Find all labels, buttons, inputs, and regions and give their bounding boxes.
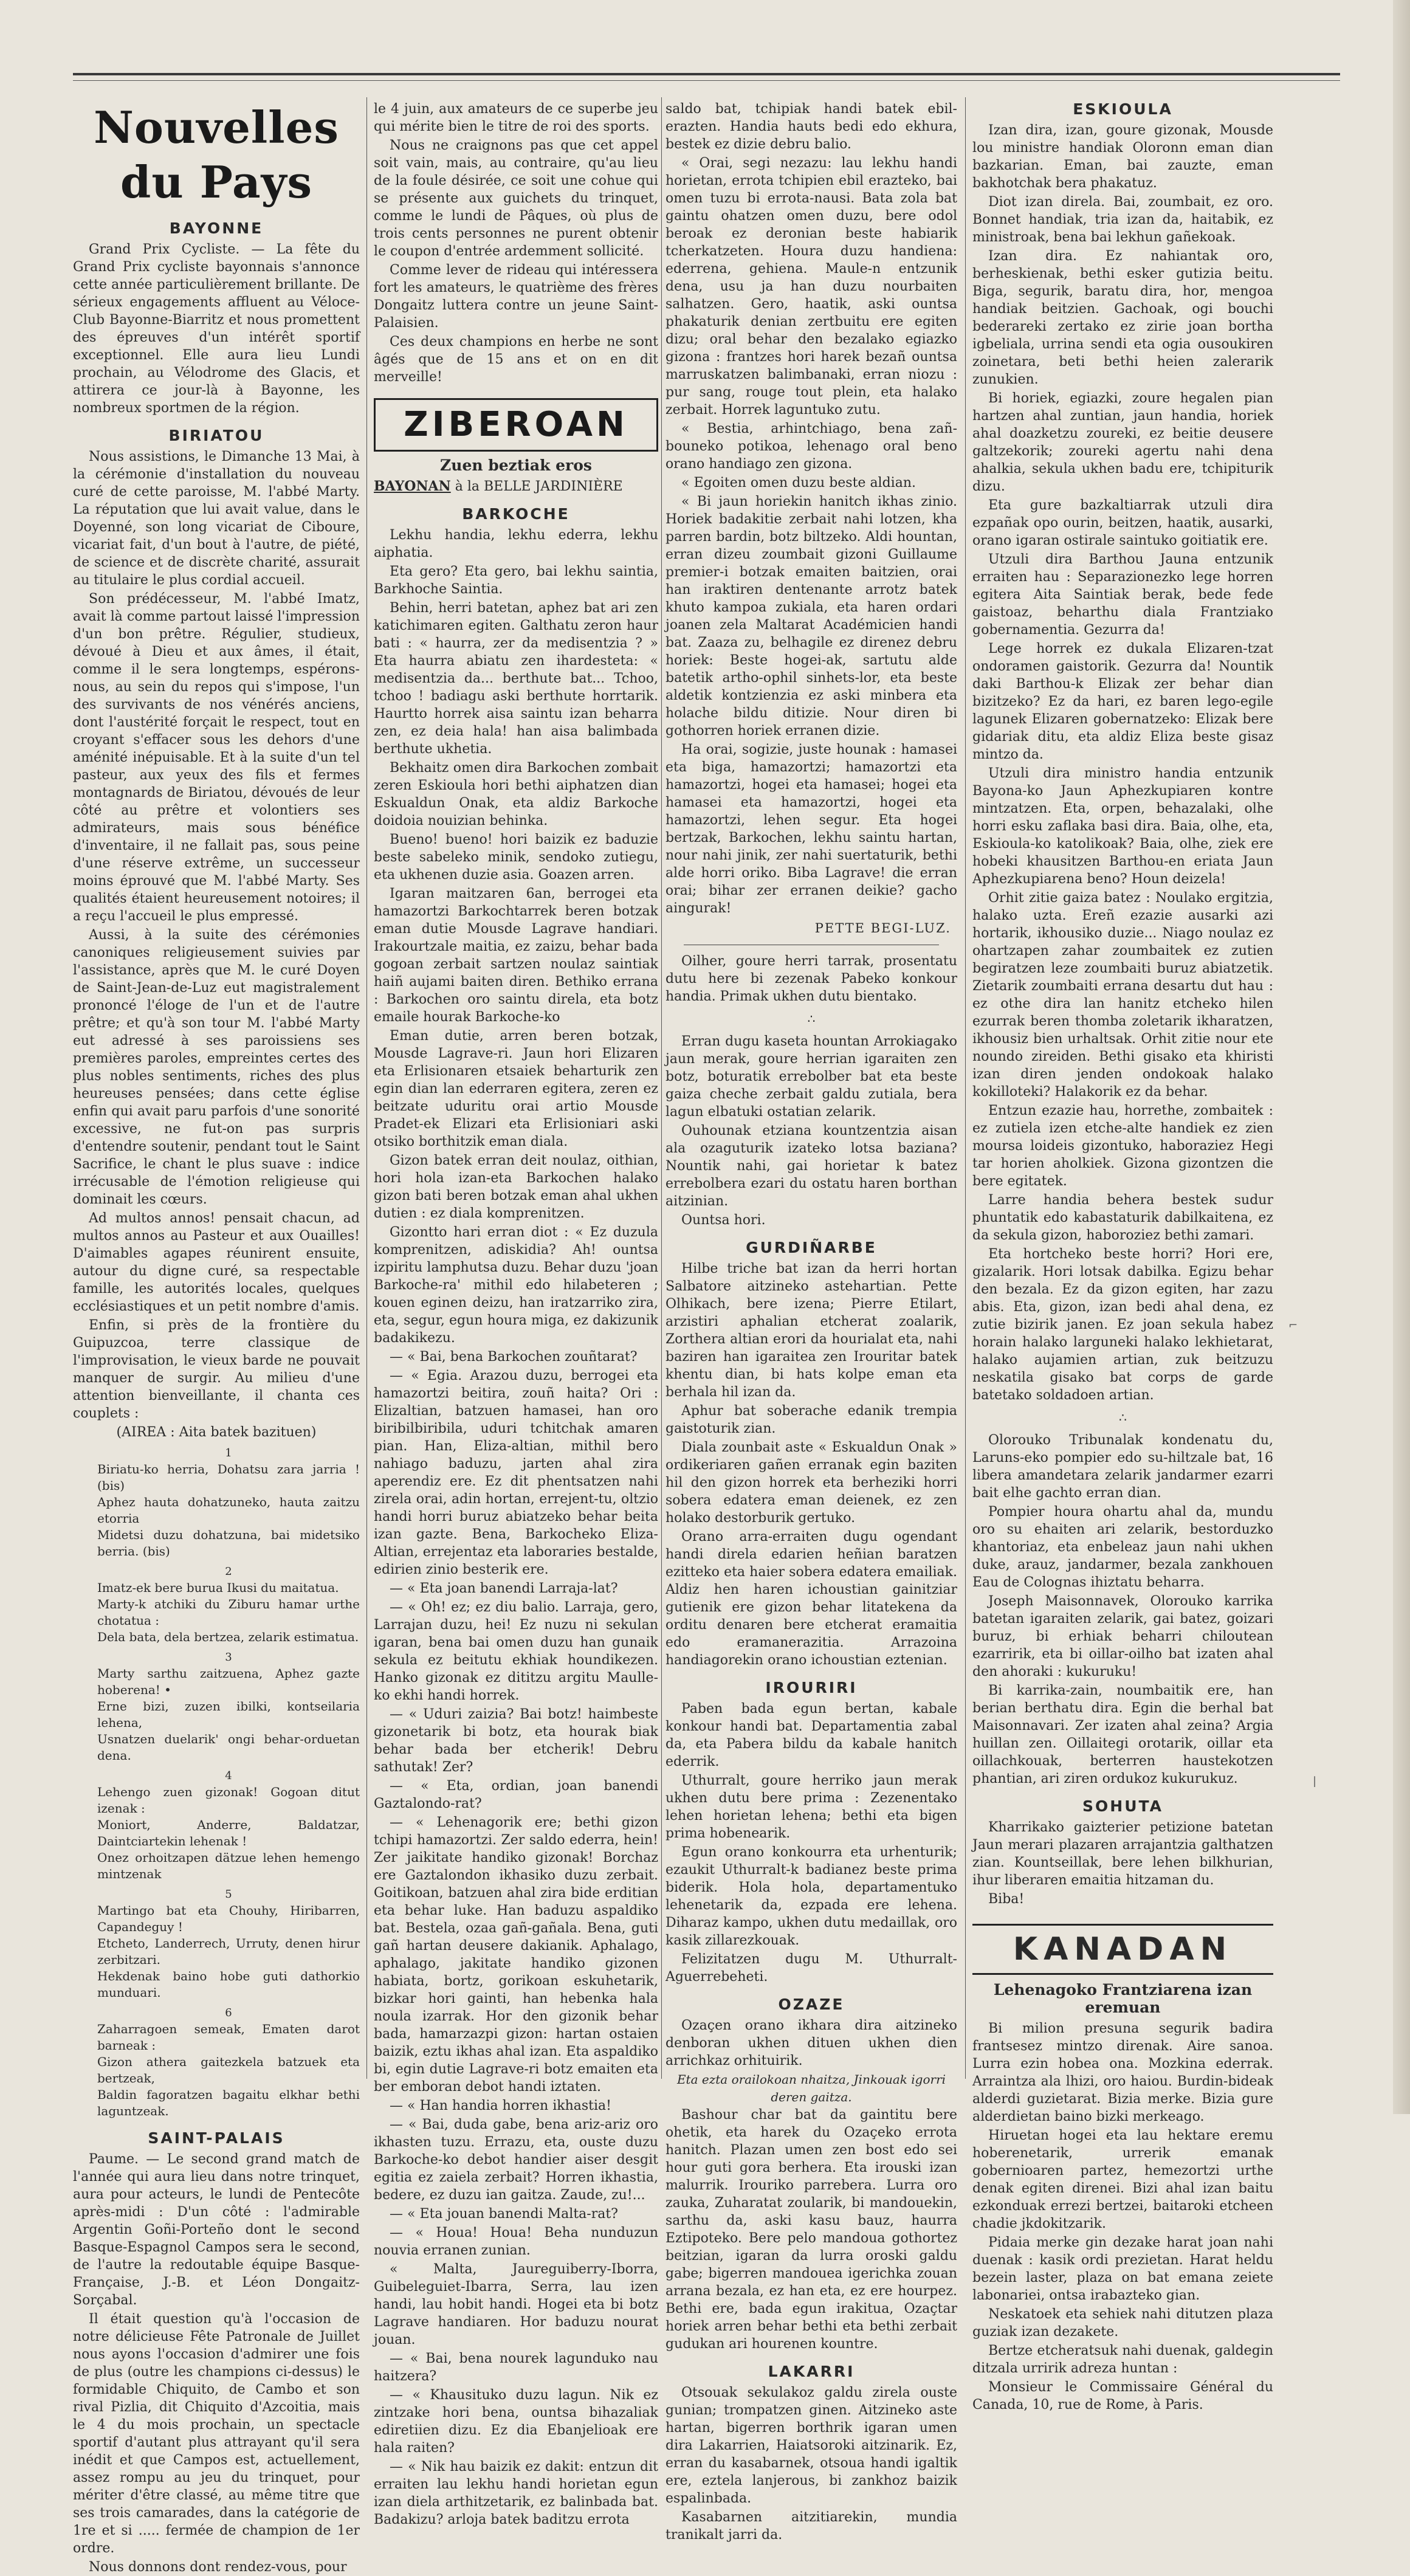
article-paragraph: Utzuli dira ministro handia entzunik Bayona-ko Jaun Aphezkupiaren kontre mintzatzen. Eta, orpen, behazalaki, olhe horri esku zaflaka basi dira. Baia, olhe, eta, Eskioula-ko katolikoak? Baia, olhe, ziek ere hobeki khausitzen Barthou-en eriata Jaun Aphezkupiarena beno? Houn deizela! — [972, 766, 1273, 887]
verse-line: Zaharragoen semeak, Ematen darot barneak : — [97, 2022, 360, 2053]
section-heading-biriatou: BIRIATOU — [168, 427, 264, 444]
article-paragraph: Diot izan direla. Bai, zoumbait, ez oro. Bonnet handiak, tria izan da, haitabik, ez ministroak, bena bai lekhun gañekoak. — [972, 195, 1273, 245]
article-paragraph: Entzun ezazie hau, horrethe, zombaitek : ez zutiela izen etche-alte handiek ez zien moursa loideis gizontuko, haboraziez Hegi tar horien aholkiek. Gizona gizontzen die bere egitatek. — [972, 1103, 1273, 1189]
article-paragraph: Orano arra-erraiten dugu ogendant handi direla edarien heñian baratzen ezitteko eta haier sobera edatera emailiak. Aldiz hen haren ichoustian gainitziar gutienik ere gizon behar litatekena da orditu denaren bere etcherat eramaitia edo eramanerazitia. Arrazoina handiagorekin orano ichoustian eztenian. — [665, 1529, 957, 1668]
article-paragraph: Gizontto hari erran diot : « Ez duzula komprenitzen, adiskidia? Ah! ountsa izpiritu lamphutsa duzu. Behar duzu 'joan Barkoche-ra' mithil edo hilabeteren ; kouen eginen deizu, han iratzarriko zira, eta, segur, egun houra miga, ez dakizunik badakikezu. — [374, 1225, 658, 1346]
verse-line: Etcheto, Landerrech, Urruty, denen hirur zerbitzari. — [97, 1936, 360, 1967]
article-paragraph: — « Bai, bena nourek lagunduko nau haitzera? — [374, 2351, 658, 2384]
article-paragraph: Joseph Maisonnavek, Olorouko karrika batetan igaraiten zelarik, gai batez, goizari buruz, bi erhiak beharri chiloutean ezarririk, eta bi oillar-oilho bat izaten ahal den ahoraki : kukuruku! — [972, 1594, 1273, 1679]
article-paragraph: Gizon batek erran deit noulaz, oithian, hori hola izan-eta Barkochen halako gizon bati beren botzak eman ahal ukhen dutien : ez diala komprenitzen. — [374, 1153, 658, 1221]
article-paragraph: Grand Prix Cycliste. — La fête du Grand Prix cycliste bayonnais s'annonce cette année particulièrement brillante. De sérieux engagements affluent au Véloce-Club Bayonne-Biarritz et nous promettent des épreuves d'un intérêt sportif exceptionnel. Elle aura lieu Lundi prochain, au Vélodrome des Glacis, et attirera ce jour-là à Bayonne, les nombreux sportmen de la région. — [73, 242, 360, 416]
section-heading-barkoche: BARKOCHE — [462, 505, 570, 523]
article-paragraph: Hilbe triche bat izan da herri hortan Salbatore aitzineko astehartian. Pette Olhikach, bere izena; Pierre Etilart, arzistiri aphalian etcherat zoalarik, Zorthera altian erori da hourialat eta, nahi baziren han igaraitea zen Irouritar batek khentu dian, bi hats kolpe eman eta berhala hil izan da. — [665, 1261, 957, 1400]
section-heading-ozaze: OZAZE — [778, 1996, 845, 2013]
ad-shop-name: à la BELLE JARDINIÈRE — [455, 479, 623, 494]
article-paragraph: Monsieur le Commissaire Général du Canada, 10, rue de Rome, à Paris. — [972, 2380, 1273, 2412]
column-divider — [366, 97, 367, 2079]
article-paragraph: Lege horrek ez dukala Elizaren-tzat ondoramen gaistorik. Gezurra da! Nountik daki Barthou-k Elizak zer behar dian bizitzeko? Ez da hari, ez baren lego-egile lagunek Elizaren gobernatzeko: Elizak bere gidariak ditu, eta aldiz Eliza beste gisaz mintzo da. — [972, 641, 1273, 762]
section-heading-lakarri: LAKARRI — [768, 2363, 855, 2380]
column-divider — [661, 97, 662, 2079]
article-paragraph: Enfin, si près de la frontière du Guipuzcoa, terre classique de l'improvisation, le vieux barde ne pouvait manquer de surgir. Au milieu d'une attention bienveillante, il chanta ces couplets : — [73, 1318, 360, 1421]
margin-mark: | — [1313, 1775, 1317, 1788]
song-verses — [97, 1445, 360, 2120]
section-heading-bayonne: BAYONNE — [169, 219, 264, 237]
verse-line: Midetsi duzu dohatzuna, bai midetsiko berria. (bis) — [97, 1527, 360, 1558]
article-paragraph: Bueno! bueno! hori baizik ez baduzie beste sabeleko minik, sendoko zutiegu, eta ukhenen duzie asia. Goazen arren. — [374, 832, 658, 883]
article-paragraph: Eta hortcheko beste horri? Hori ere, gizalarik. Hori lotsak dabilka. Egizu behar den bezala. Ez da gizon egiten, har zazu abis. Eta, gizon, izan bedi ahal dena, ez zutie bizirik janen. Ez joan sekula habez horain halako larguneki halako lekhietarat, halako aujamien artian, zuk beitzuzu neskatila gisako bat corps de garde batetako soldadoen artian. — [972, 1247, 1273, 1403]
article-paragraph: Aphur bat soberache edanik trempia gaistoturik zian. — [665, 1403, 957, 1436]
section-heading-gurdinarbe: GURDIÑARBE — [746, 1239, 877, 1256]
verse-line: Dela bata, dela bertzea, zelarik estimatua. — [97, 1630, 359, 1644]
article-paragraph: « Egoiten omen duzu beste aldian. — [681, 475, 916, 491]
kanada-title: KANADAN — [1013, 1931, 1233, 1968]
article-paragraph: — « Nik hau baizik ez dakit: entzun dit erraiten lau lekhu handi horietan egun izan diela arthitzetarik, ez balinbada bat. Badakizu? arloja batek baditzu errota — [374, 2459, 658, 2527]
section-heading-sohuta: SOHUTA — [1082, 1797, 1163, 1815]
article-paragraph: Neskatoek eta sehiek nahi ditutzen plaza guziak izan dezakete. — [972, 2307, 1273, 2340]
verse-number: 4 — [225, 1769, 232, 1782]
ziberoan-title: ZIBEROAN — [404, 405, 628, 444]
ziberoan-banner — [374, 398, 658, 452]
article-paragraph: — « Eta jouan banendi Malta-rat? — [390, 2206, 618, 2222]
article-paragraph: Olorouko Tribunalak kondenatu du, Laruns-eko pompier edo su-hiltzale bat, 16 libera amandetara zelarik jandarmer ezarri bait elhe gachto erran dian. — [972, 1433, 1273, 1501]
verse-line: Martingo bat eta Chouhy, Hiribarren, Capandeguy ! — [97, 1903, 360, 1934]
article-paragraph: Eta gure bazkaltiarrak utzuli dira ezpañak opo ourin, beitzen, haatik, ausarki, orano igaran ostirale saintuko goitiatik ere. — [972, 498, 1273, 548]
article-paragraph: Ountsa hori. — [681, 1213, 766, 1228]
article-paragraph: Izan dira, izan, goure gizonak, Mousde lou ministre handiak Oloronn eman dian bazkarian. Eman, bai zauzte, eman bakhotchak bera phakatuz. — [972, 123, 1273, 191]
article-paragraph: Son prédécesseur, M. l'abbé Imatz, avait là comme partout laissé l'impression d'un bon prêtre. Régulier, studieux, dévoué à Dieu et aux âmes, il était, comme il le sera longtemps, espérons-nous, au sein du repos qui s'impose, l'un des survivants de nos vénérés anciens, dont l'austérité forçait le respect, tout en croyant s'effacer sous les dehors d'une aménité inépuisable. Et à la suite d'un tel pasteur, aux yeux des fils et fermes montagnards de Biriatou, dévoués de leur côté au prêtre et volontiers ses admirateurs, mais sous bénéfice d'inventaire, il ne fallait pas, sous peine d'une réserve extrême, un successeur moins éprouvé que M. l'abbé Marty. Ses qualités étaient heureusement notoires; il a reçu l'accueil le plus empressé. — [73, 591, 360, 924]
article-paragraph: — « Egia. Arazou duzu, berrogei eta hamazortzi beitira, zouñ haita? Ori : Elizaltian, batzuen hamasei, han oro biribilbiribila, uduri tchitchak amaren pian. Han, Eliza-altian, mithil bero nahiago baduzu, jarten ahal zira aperendiz ere. Ez dit phentsatzen nahi zirela orai, adin hortan, errejent-tu, oltzio handi horri buruz abiatzeko behar beita izan gazte. Bena, Barkocheko Eliza-Altian, errejentaz eta laboraries bestalde, edirien zinio besterik ere. — [374, 1368, 658, 1577]
article-paragraph: Nous ne craignons pas que cet appel soit vain, mais, au contraire, qu'au lieu de la foule désirée, ce soit une cohue qui se présente aux guichets du trinquet, comme le lundi de Pâques, où plus de trois cents personnes ne purent obtenir le coupon d'entrée ardemment sollicité. — [374, 138, 658, 259]
column-3 — [665, 100, 957, 2543]
ad-shop-city: BAYONAN — [374, 478, 451, 494]
article-paragraph: — « Khausituko duzu lagun. Nik ez zintzake hori bena, ountsa bihazaliak ediretiien dizu. Ez dia Ebanjelioak ere hala raiten? — [374, 2388, 658, 2456]
kanada-banner — [972, 1924, 1273, 1975]
article-paragraph: Utzuli dira Barthou Jauna entzunik erraiten hau : Separazionezko lege horren egitera Aita Saintiak berak, bede fede gaistoaz, beharthu diala Frantziako gobernamentia. Gezurra da! — [972, 552, 1273, 638]
article-paragraph: « Malta, Jaureguiberry-Iborra, Guibeleguiet-Ibarra, Serra, lau izen handi, lau hobit handi. Hogei eta bi botz Lagrave handiaren. Hor baduzu nourat jouan. — [374, 2262, 658, 2347]
article-paragraph: Biba! — [988, 1892, 1025, 1907]
article-paragraph: Nous donnons dont rendez-vous, pour — [89, 2560, 347, 2575]
article-paragraph: Ouhounak etziana kountzentzia aisan ala ozaguturik izateko lotsa baziana? Nountik nahi, gai horietar k batez errebolbera ezari du ostatu haren borthan aitzinian. — [665, 1123, 957, 1209]
article-paragraph: Egun orano konkourra eta urhenturik; ezaukit Uthurralt-k badianez beste prima biderik. Hola hola, departamentuko lehenetarik da, ezpada ere lehena. Diharaz kampo, ukhen dutu medaillak, oro kasik zillarezkouak. — [665, 1845, 957, 1948]
verse-line: Marty-k atchiki du Ziburu hamar urthe chotatua : — [97, 1597, 360, 1628]
masthead: Nouvelles du Pays — [94, 102, 339, 208]
article-paragraph: le 4 juin, aux amateurs de ce superbe jeu qui mérite bien le titre de roi des sports. — [374, 102, 658, 134]
article-paragraph: Lekhu handia, lekhu ederra, lekhu aiphatia. — [374, 528, 658, 560]
article-paragraph: Hiruetan hogei eta lau hektare eremu hoberenetarik, urrerik emanak gobernioaren partez, hemezortzi urthe denak egiten direnei. Bizi ahal izan baitu ezkonduak errezi bertzei, baitaroki etcheen chadie jkdokitzarik. — [972, 2128, 1273, 2231]
verse-line: Aphez hauta dohatzuneko, hauta zaitzu etorria — [97, 1495, 360, 1526]
top-rule — [73, 73, 1340, 75]
article-paragraph: Paben bada egun bertan, kabale konkour handi bat. Departamentia zabal da, eta Pabera bildu da kabale hanitch ederrik. — [665, 1701, 957, 1769]
article-paragraph: — « Uduri zaizia? Bai botz! haimbeste gizonetarik bi botz, eta hourak biak behar bada ber etcherik! Debru sathutak! Zer? — [374, 1707, 658, 1775]
article-paragraph: Pompier houra ohartu ahal da, mundu oro su ehaiten ari zelarik, bestorduzko khantoriaz, eta enbeleaz jaun nahi ukhen duke, arauz, jandarmer, bezala zankhouen Eau de Colognas ihiztatu beharra. — [972, 1504, 1273, 1590]
verse-line: Usnatzen duelarik' ongi behar-orduetan dena. — [97, 1732, 360, 1763]
kanada-subtitle: Lehenagoko Frantziarena izan eremuan — [993, 1981, 1253, 2016]
verse-line: Erne bizi, zuzen ibilki, kontseilaria lehena, — [97, 1699, 360, 1730]
verse-line: Imatz-ek bere burua Ikusi du maitatua. — [97, 1580, 339, 1595]
article-paragraph: Felizitatzen dugu M. Uthurralt-Aguerrebeheti. — [665, 1952, 957, 1985]
article-paragraph: Ces deux champions en herbe ne sont âgés que de 15 ans et on en dit merveille! — [374, 334, 658, 385]
column-2 — [374, 100, 658, 2527]
verse-line: Biriatu-ko herria, Dohatsu zara jarria ! (bis) — [97, 1462, 360, 1493]
article-paragraph: — « Oh! ez; ez diu balio. Larraja, gero, Larrajan duzu, hei! Ez nuzu ni sekulan igaran, bena bai omen duzu han gunaik sekula ez beitutu ekhiak houndikezen. Hanko gizonak ez dititzu argitu Maulle-ko ekhi handi horrek. — [374, 1600, 658, 1703]
article-paragraph: Behin, herri batetan, aphez bat ari zen katichimaren egiten. Galthatu zeron haur bati : « haurra, zer da medisentzia ? » Eta haurra abiatu zen ihardesteta: « medisentzia da... berthute bat... Tchoo, tchoo ! badiagu aski berthute horrtarik. Haurtto horrek aisa saintu izan beharra zen, ez deia hala! han aisa balimbada berthute ukhetia. — [374, 601, 658, 757]
article-paragraph: — « Lehenagorik ere; bethi gizon tchipi hamazortzi. Zer saldo ederra, hein! Zer jaikitate handiko gizonak! Borchaz ere Gaztalondon ikhasiko duzu zerbait. Goitikoan, batzuen ahal zira bide erditian eta behar luke. Han baduzu aspaldiko bat. Bestela, ozaa gañ-gañala. Bena, guti gañ hartan deusere dakianik. Aphalago, aphalago, jakitate handiko gizonen habiata, bortz, gorikoan eskuhetarik, bizkar hori gainti, han hebenka hala noula izarrak. Hor den gizonik behar bada, hamarzazpi gizon: hartan ostaien baizik, eztu ikhas ahal izan. Eta aspaldiko bi, egin dutie Lagrave-ri botz emaiten eta ber emboran debot handi iztaten. — [374, 1815, 658, 2095]
article-paragraph: Bashour char bat da gaintitu bere ohetik, eta harek du Ozaçeko errota hanitch. Plazan umen zen bost edo sei hour guti gora berhera. Eta irouski izan malurrik. Irouriko parrebera. Lurra oro zauka, Zuharatat zoularik, bi mandouekin, sarthu da, aski kasu bauz, haurra Eztipoteko. Bere pelo mandoua gothortez beitzian, igaran da lurra oroski galdu gabe; bigerren mandouea igerichka zouan arrana bezala, ez han eta, ez ere hourpez. Bethi ere, bada egun irakitua, Ozaçtar horiek arren behar bethi eta bethi zerbait gudukan ari hourenen kountre. — [665, 2107, 957, 2352]
verse-line: Onez orhoitzapen dätzue lehen hemengo mintzenak — [97, 1850, 360, 1881]
verse-line: Lehengo zuen gizonak! Gogoan ditut izenak : — [97, 1785, 360, 1816]
article-paragraph: Eman dutie, arren beren botzak, Mousde Lagrave-ri. Jaun hori Elizaren eta Erlisionaren etsaiek beharturik zen egin dian lan ederraren egitera, zeren ez beitzate uduritu orai artio Mousde Pradet-ek Elizari eta Erlisioniari aski otsiko borthitzik eman diala. — [374, 1028, 658, 1149]
article-paragraph: Bi milion presuna segurik badira frantsesez mintzo direnak. Aire sanoa. Lurra ezin hobea ona. Mozkina ederrak. Arraintza ala lhizi, oro haiou. Burdin-bideak alderdi guzietarat. Bizia merke. Bizia gure alderdietan baino bizki merkeago. — [972, 2021, 1273, 2124]
article-paragraph: Ha orai, sogizie, juste hounak : hamasei eta biga, hamazortzi; hamazortzi eta hamazortzi, hogei eta hamasei; hogei eta hamasei eta hamazortzi, hogei eta hamazortzi, lehen segur. Eta hogei bertzak, Barkochen, lekhu saintu hartan, nour nahi jinik, zer nahi suertaturik, bethi alde horri oriko. Biba Lagrave! die erran orai; bihar zer erranen deikie? gacho aingurak! — [665, 742, 957, 916]
verse-line: Baldin fagoratzen bagaitu elkhar bethi laguntzeak. — [97, 2087, 360, 2118]
article-signature: PETTE BEGI-LUZ. — [814, 921, 951, 935]
ad-shop-line — [374, 478, 658, 495]
article-paragraph: « Bestia, arhintchiago, bena zañ-bouneko potikoa, lehenago oral beno orano handiago zen gizona. — [665, 421, 957, 472]
section-heading-saint-palais: SAINT-PALAIS — [148, 2129, 285, 2147]
song-air: (AIREA : Aita batek bazituen) — [116, 1425, 317, 1440]
article-paragraph: Aussi, à la suite des cérémonies canoniques religieusement suivies par l'assistance, après que M. le curé Doyen de Saint-Jean-de-Luz eut magistralement prononcé l'éloge de l'un et de l'autre prêtre; et qu'à son tour M. l'abbé Marty eut adressé à ses paroissiens ses premières paroles, empreintes certes des plus nobles sentiments, riches des plus heureuses pensées; dans cette église enfin qui avait paru parfois d'une sonorité excessive, ne fut-on pas surpris d'entendre soutenir, pendant tout le Saint Sacrifice, le chant le plus suave : indice irrécusable de l'émotion religieuse qui dominait les cœurs. — [73, 928, 360, 1207]
article-paragraph: « Bi jaun horiekin hanitch ikhas zinio. Horiek badakitie zerbait nahi lotzen, kha parren bardin, botz biltzeko. Aldi hountan, erran dizeu zoumbait gizoni Guillaume premier-i botzak emaiten baitzien, orai han iraktiren dentenante arrotz batek khuto kampoa zukiala, eta haren ordari joanen zela Maltarat Académicien handi bat. Zaaza zu, belhagile ez direnez debru horiek: Beste hogei-ak, sartutu alde batetik artho-ophil sinhets-lor, eta beste aldetik kontzienzia ez aski minbera eta holache bildu ditizie. Nour diren bi gothorren horiek erranen dizie. — [665, 494, 957, 739]
verse-number: 5 — [225, 1888, 232, 1901]
column-4 — [972, 100, 1273, 2412]
article-paragraph: « Orai, segi nezazu: lau lekhu handi horietan, errota tchipien ebil erazteko, bai omen tuzu bi errota-nausi. Bata zola bat gaintu ohatzen omen duzu, bere odol beroak ez deronian beste habiarik tcherkatzeten. Houra duzu handiena: ederrena, gehiena. Maule-n entzunik dena, usu ja han duzu nourbaiten salhatzen. Gero, haatik, aski ountsa phakaturik denian zertbuitu ere egiten dizu; oral behar den bezalako egiazko gizona : frantzes hori harek bezañ ountsa marruskatzen balimbanaki, erran niozu : pur sang, rouge tout plein, eta halako zerbait. Horrek laguntuko zutu. — [665, 156, 957, 418]
article-paragraph: Bi karrika-zain, noumbaitik ere, han berian berthatu dira. Egin die berhal bat Maisonnavari. Zer izaten ahal zeina? Argia huillan zen. Oillaitegi orotarik, oillar eta oillachkouak, berterren haustekotzen phantian, ari ziren ordukoz kukurukuz. — [972, 1683, 1273, 1786]
separator-dots: ∴ — [1119, 1410, 1127, 1425]
verse-number: 6 — [225, 2006, 232, 2019]
article-paragraph: Orhit zitie gaiza batez : Noulako ergitzia, halako uzta. Ereñ ezazie ausarki azi hortarik, ikhousiko duzie... Niago noulaz ez ohartzapen zahar zoumbaitek ez zutien begiratzen leze zoumbaiti buruz abiatzetik. Zietarik zoumbaiti errana desartu dut hau : ez othe dira lan hanitz etcheko hilen ezurrak beren thomba zoletarik ikharatzen, ikhousiz bien urhaltsak. Orhit zitie nour ete noundo zireiden. Bethi gisako eta khiristi izan diren jenden ondokoak halako kokilloteki? Halakorik ez da behar. — [972, 890, 1273, 1100]
article-paragraph: — « Eta joan banendi Larraja-lat? — [390, 1581, 618, 1596]
article-paragraph: saldo bat, tchipiak handi batek ebil-erazten. Handia hauts bedi edo ekhura, bestek ez dizie debru balio. — [665, 102, 957, 152]
article-paragraph: Igaran maitzaren 6an, berrogei eta hamazortzi Barkochtarrek beren botzak eman dutie Mousde Lagrave handiari. Irakourtzale maitia, ez zaizu, behar bada gogoan zerbait sartzen noulaz saintiak haiñ aujami baiten diren. Bethiko errana : Barkochen oro saintu direla, eta botz emaile hourak Barkoche-ko — [374, 886, 658, 1025]
article-paragraph: Eta gero? Eta gero, bai lekhu saintia, Barkhoche Saintia. — [374, 564, 658, 597]
column-1 — [73, 100, 360, 2575]
article-paragraph: — « Han handia horren ikhastia! — [390, 2098, 611, 2113]
column-divider — [965, 97, 966, 2079]
article-paragraph: — « Eta, ordian, joan banendi Gaztalondo-rat? — [374, 1779, 658, 1811]
article-paragraph: Paume. — Le second grand match de l'année qui aura lieu dans notre trinquet, aura pour acteurs, le lundi de Pentecôte après-midi : D'un côté : l'admirable Argentin Goñi-Porteño dont le second Basque-Espagnol Campos sera le second, de l'autre la redoutable équipe Basque-Française, J.-B. et Léon Dongaitz-Sorçabal. — [73, 2152, 360, 2308]
article-paragraph: Il était question qu'à l'occasion de notre délicieuse Fête Patronale de Juillet nous ayons l'occasion d'admirer une fois de plus (outre les champions ci-dessus) le formidable Chiquito, de Cambo et son rival Pizlia, dit Chiquito d'Azcoitia, mais le 4 du mois prochain, un spectacle sportif d'autant plus attrayant qu'il sera inédit et que Campos est, actuellement, assez rompu au jeu du trinquet, pour mériter d'être classé, au même titre que ses trois camarades, dans la catégorie de 1re et si ..... fermée de champion de 1er ordre. — [73, 2312, 360, 2556]
article-paragraph: Ozaçen orano ikhara dira aitzineko denboran ukhen dituen ukhen dien arrichkaz orhituirik. — [665, 2018, 957, 2068]
verse-line: Moniort, Anderre, Baldatzar, Daintciartekin lehenak ! — [97, 1817, 360, 1848]
article-paragraph: Comme lever de rideau qui intéressera fort les amateurs, le quatrième des frères Dongaitz luttera contre un jeune Saint-Palaisien. — [374, 263, 658, 331]
article-paragraph: Larre handia behera bestek sudur phuntatik edo kabastaturik dabilkaitena, ez da sekula gizon, haboroziez bethi zamari. — [972, 1193, 1273, 1243]
article-paragraph: Izan dira. Ez nahiantak oro, berheskienak, bethi esker gutizia beitu. Biga, segurik, baratu dira, hor, mengoa handiak beitzien. Gachoak, ogi bouchi bederareki zertako ez zirie joan bortha igbeliala, urrina sendi eta ogia ousoukiren zoinetara, beti bethi heien zalerarik zunukien. — [972, 249, 1273, 387]
article-paragraph: Kharrikako gaizterier petizione batetan Jaun merari plazaren arrajantzia galthatzen zian. Kountseillak, bere lehen bilkhurian, ihur liberaren emaitia hitzaman du. — [972, 1820, 1273, 1888]
verse-number: 1 — [225, 1447, 232, 1459]
article-paragraph: Diala zounbait aste « Eskualdun Onak » ordikeriaren gañen erranak egin baziten hil den gizon horrek eta berheziki horri sobera edatera eman deienek, ez zen holako destorburik gertuko. — [665, 1440, 957, 1526]
margin-mark: ⌐ — [1288, 1319, 1298, 1332]
article-paragraph: Pidaia merke gin dezake harat joan nahi duenak : kasik ordi prezietan. Harat heldu bezein laster, plaza on bat emana zeiete labonariei, ontsa irabazteko gian. — [972, 2235, 1273, 2303]
top-rule-thin — [73, 80, 1340, 81]
verse-line: Marty sarthu zaitzuena, Aphez gazte hoberena! • — [97, 1666, 360, 1697]
verse-quote: Eta ezta orailokoan nhaitza, Jinkouak igorri deren gaitza. — [676, 2072, 946, 2104]
section-heading-eskioula: ESKIOULA — [1073, 100, 1173, 118]
article-paragraph: Oilher, goure herri tarrak, prosentatu dutu here bi zezenak Pabeko konkour handia. Primak ukhen dutu bientako. — [665, 954, 957, 1004]
article-paragraph: Bekhaitz omen dira Barkochen zombait zeren Eskioula hori bethi aiphatzen dian Eskualdun Onak, eta aldiz Barkoche doidoia nouizian behinka. — [374, 760, 658, 828]
verse-number: 3 — [225, 1651, 232, 1664]
verse-number: 2 — [225, 1565, 232, 1578]
page-edge — [1393, 0, 1410, 2114]
article-paragraph: — « Bai, duda gabe, bena ariz-ariz oro ikhasten tuzu. Errazu, eta, ouste duzu Barkoche-ko debot handier aiser desgit egitia ez zaiela zerbait? Horren ikhastia, bedere, ez duzu ian gaitza. Zaude, zu!... — [374, 2117, 658, 2203]
ad-subtitle: Zuen beztiak eros — [440, 456, 592, 474]
article-paragraph: Erran dugu kaseta hountan Arrokiagako jaun merak, goure herrian igaraiten zen botz, boturatik errebolber bat eta beste gaiza cheche zerbait galdu zutiala, bera lagun elbatuki ostatian zelarik. — [665, 1034, 957, 1120]
article-paragraph: Ad multos annos! pensait chacun, ad multos annos au Pasteur et aux Ouailles! D'aimables agapes réunirent ensuite, autour du digne curé, sa respectable famille, les autorités locales, quelques ecclésiastiques et un petit nombre d'amis. — [73, 1211, 360, 1314]
article-paragraph: Bertze etcheratsuk nahi duenak, galdegin ditzala urririk adreza huntan : — [972, 2343, 1273, 2376]
article-paragraph: — « Bai, bena Barkochen zouñtarat? — [390, 1349, 638, 1365]
verse-line: Hekdenak baino hobe guti dathorkio munduari. — [97, 1969, 360, 2000]
article-paragraph: Kasabarnen aitzitiarekin, mundia tranikalt jarri da. — [665, 2510, 957, 2543]
article-paragraph: Bi horiek, egiazki, zoure hegalen pian hartzen ahal zuntian, jaun handia, horiek ahal doazketzu zoureki, ez beitie deusere galtzekorik; zoureki agertu nahi dena ahalkia, sekula ukhen badu ere, tchipiturik dizu. — [972, 391, 1273, 494]
article-paragraph: Nous assistions, le Dimanche 13 Mai, à la cérémonie d'installation du nouveau curé de cette paroisse, M. l'abbé Marty. La réputation que lui avait value, dans le Doyenné, son long vicariat de Ciboure, vicariat fait, d'un bout à l'autre, de piété, de science et de discrète charité, assurait au titulaire le plus cordial accueil. — [73, 449, 360, 588]
verse-line: Gizon athera gaitezkela batzuek eta bertzeak, — [97, 2054, 360, 2085]
article-paragraph: Otsouak sekulakoz galdu zirela ouste gunian; trompatzen ginen. Aitzineko aste hartan, bigerren borthrik igaran umen dira Lakarrien, Haiatsoroki aitzinarik. Ez, erran du kasabarnek, otsoua handi igaltik ere, eztela lanjerous, bi zankhoz baizik espalinbada. — [665, 2385, 957, 2506]
section-heading-irouriri: IROURIRI — [765, 1679, 858, 1696]
article-paragraph: Uthurralt, goure herriko jaun merak ukhen dutu bere prima : Zezenentako lehen horietan lehena; bethi eta bigen prima hobenearik. — [665, 1773, 957, 1841]
article-paragraph: — « Houa! Houa! Beha nunduzun nouvia erranen zunian. — [374, 2225, 658, 2258]
separator-dots: ∴ — [807, 1011, 816, 1026]
